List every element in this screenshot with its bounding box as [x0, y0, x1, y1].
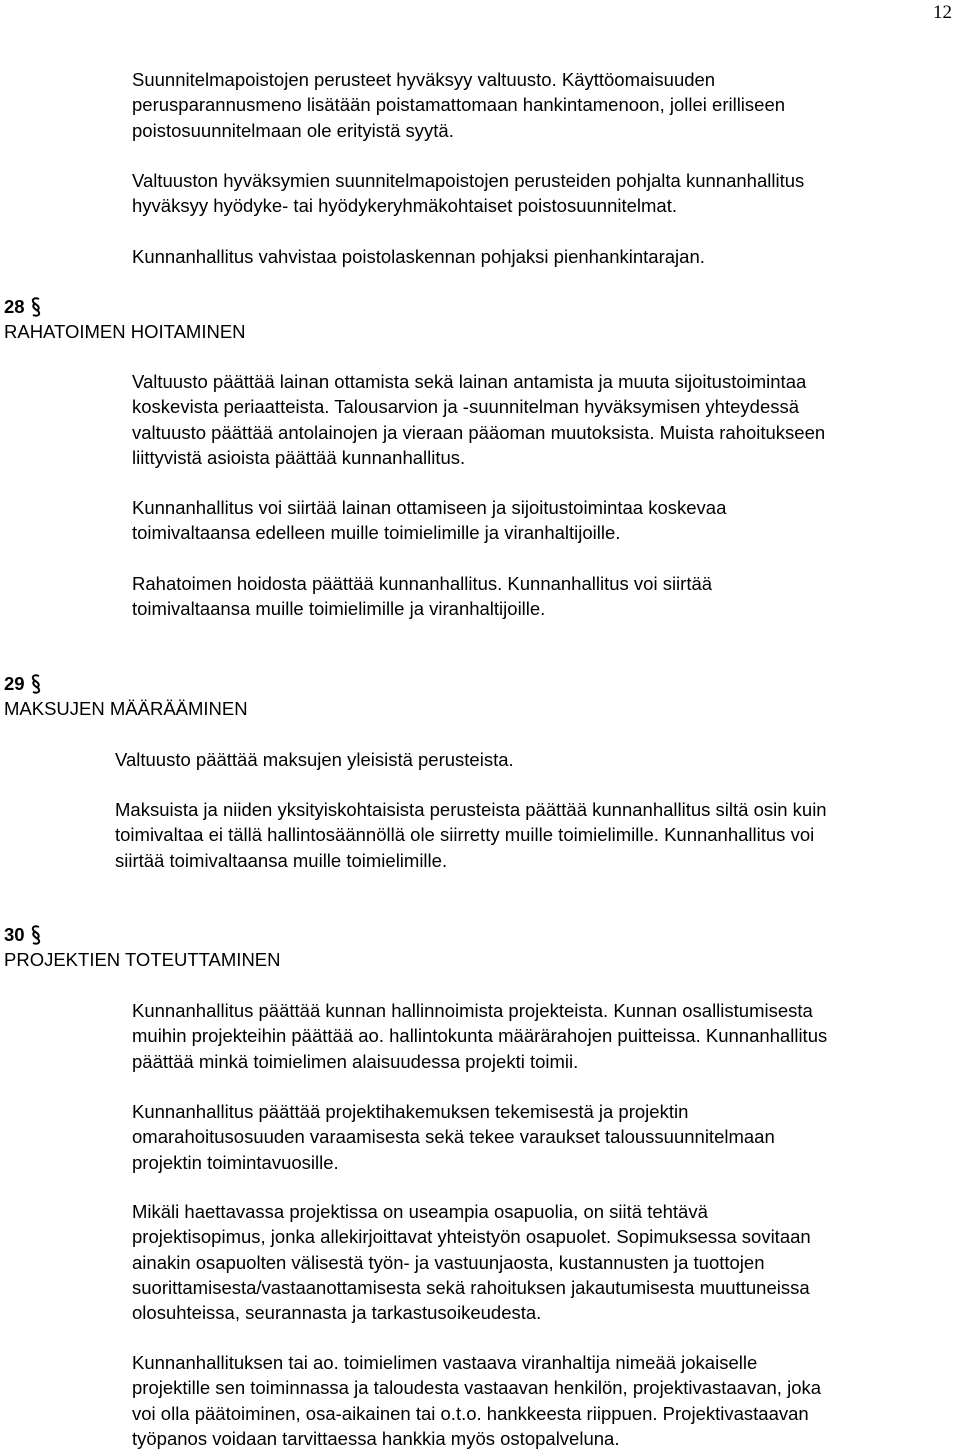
section-sign-icon [28, 297, 44, 317]
text-line: työpanos voidaan tarvittaessa hankkia myös ostopalveluna. [132, 1427, 620, 1449]
text-line: ainakin osapuolten välisestä työn- ja vastuunjaosta, kustannusten ja tuottojen [132, 1251, 765, 1273]
paragraph [132, 998, 827, 1074]
paragraph [132, 369, 956, 470]
paragraph [115, 747, 514, 772]
text-line: Kunnanhallitus voi siirtää lainan ottamiseen ja sijoitustoimintaa koskevaa [132, 497, 727, 518]
text-line: toimivaltaansa edelleen muille toimielimille ja viranhaltijoille. [132, 522, 621, 544]
section-number: 28 [4, 296, 25, 317]
paragraph [115, 797, 956, 873]
paragraph [132, 571, 712, 622]
section-number: 30 [4, 924, 25, 945]
text-line: poistosuunnitelmaan ole erityistä syytä. [132, 119, 454, 141]
text-line: Valtuusto päättää maksujen yleisistä perusteista. [115, 749, 514, 770]
text-line: Valtuusto päättää lainan ottamista sekä lainan antamista ja muuta sijoitustoimintaa [132, 371, 807, 392]
text-line: projektille sen toiminnassa ja taloudesta vastaavan henkilön, projektivastaavan, joka [132, 1377, 822, 1399]
text-line: projektisopimus, jonka allekirjoittavat yhteistyön osapuolet. Sopimuksessa sovitaan [132, 1226, 811, 1248]
text-line: Maksuista ja niiden yksityiskohtaisista perusteista päättää kunnanhallitus siltä osin kuin [115, 799, 827, 820]
text-line: Kunnanhallituksen tai ao. toimielimen vastaava viranhaltija nimeää jokaiselle [132, 1352, 758, 1373]
text-line: muihin projekteihin päättää ao. hallintokunta määrärahojen puitteissa. Kunnanhallitus [132, 1025, 828, 1047]
text-line: valtuusto päättää antolainojen ja vieraan pääoman muutoksista. Muista rahoitukseen [132, 421, 826, 443]
section-heading-29 [4, 671, 248, 722]
paragraph [132, 1099, 775, 1175]
section-sign-icon [28, 674, 44, 694]
intro-paragraph-3 [132, 244, 705, 269]
intro-paragraph-2 [132, 168, 804, 219]
section-title: PROJEKTIEN TOTEUTTAMINEN [4, 949, 281, 971]
text-line: voi olla päätoiminen, osa-aikainen tai o.t.o. hankkeesta riippuen. Projektivastaavan [132, 1402, 809, 1424]
text-line: Rahatoimen hoidosta päättää kunnanhallitus. Kunnanhallitus voi siirtää [132, 573, 713, 594]
section-number: 29 [4, 673, 25, 694]
text-line: Kunnanhallitus vahvistaa poistolaskennan pohjaksi pienhankintarajan. [132, 246, 705, 267]
text-line: omarahoitusosuuden varaamisesta sekä tekee varaukset taloussuunnitelmaan [132, 1126, 775, 1148]
text-line: liittyvistä asioista päättää kunnanhallitus. [132, 446, 466, 468]
text-line: perusparannusmeno lisätään poistamattomaan hankintamenoon, jollei erilliseen [132, 94, 786, 116]
section-heading-30 [4, 922, 281, 973]
text-line: Kunnanhallitus päättää kunnan hallinnoimista projekteista. Kunnan osallistumisesta [132, 1000, 813, 1021]
text-line: toimivaltaa ei tällä hallintosäännöllä ole siirretty muille toimielimille. Kunnanhallitus voi [115, 824, 815, 846]
section-sign-icon [28, 925, 44, 945]
text-line: Mikäli haettavassa projektissa on useampia osapuolia, on siitä tehtävä [132, 1201, 708, 1222]
text-line: Kunnanhallitus päättää projektihakemuksen tekemisestä ja projektin [132, 1101, 689, 1122]
text-line: koskevista periaatteista. Talousarvion ja -suunnitelman hyväksymisen yhteydessä [132, 396, 800, 418]
text-line: toimivaltaansa muille toimielimille ja viranhaltijoille. [132, 598, 546, 620]
paragraph [132, 1350, 821, 1451]
text-line: siirtää toimivaltaansa muille toimielimille. [115, 849, 448, 871]
text-line: projektin toimintavuosille. [132, 1151, 339, 1173]
paragraph [132, 1199, 811, 1325]
text-line: hyväksyy hyödyke- tai hyödykeryhmäkohtaiset poistosuunnitelmat. [132, 195, 677, 217]
text-line: olosuhteissa, seurannasta ja tarkastusoikeudesta. [132, 1302, 542, 1324]
text-line: Valtuuston hyväksymien suunnitelmapoistojen perusteiden pohjalta kunnanhallitus [132, 170, 805, 191]
section-title: MAKSUJEN MÄÄRÄÄMINEN [4, 698, 248, 720]
text-line: suorittamisesta/vastaanottamisesta sekä rahoituksen jakautumisesta muuttuneissa [132, 1276, 810, 1298]
section-title: RAHATOIMEN HOITAMINEN [4, 321, 246, 343]
paragraph [132, 495, 726, 546]
intro-paragraph-1 [132, 67, 785, 143]
text-line: Suunnitelmapoistojen perusteet hyväksyy valtuusto. Käyttöomaisuuden [132, 69, 716, 90]
text-line: päättää minkä toimielimen alaisuudessa projekti toimii. [132, 1050, 579, 1072]
section-heading-28 [4, 294, 246, 345]
page-number: 12 [933, 2, 952, 23]
